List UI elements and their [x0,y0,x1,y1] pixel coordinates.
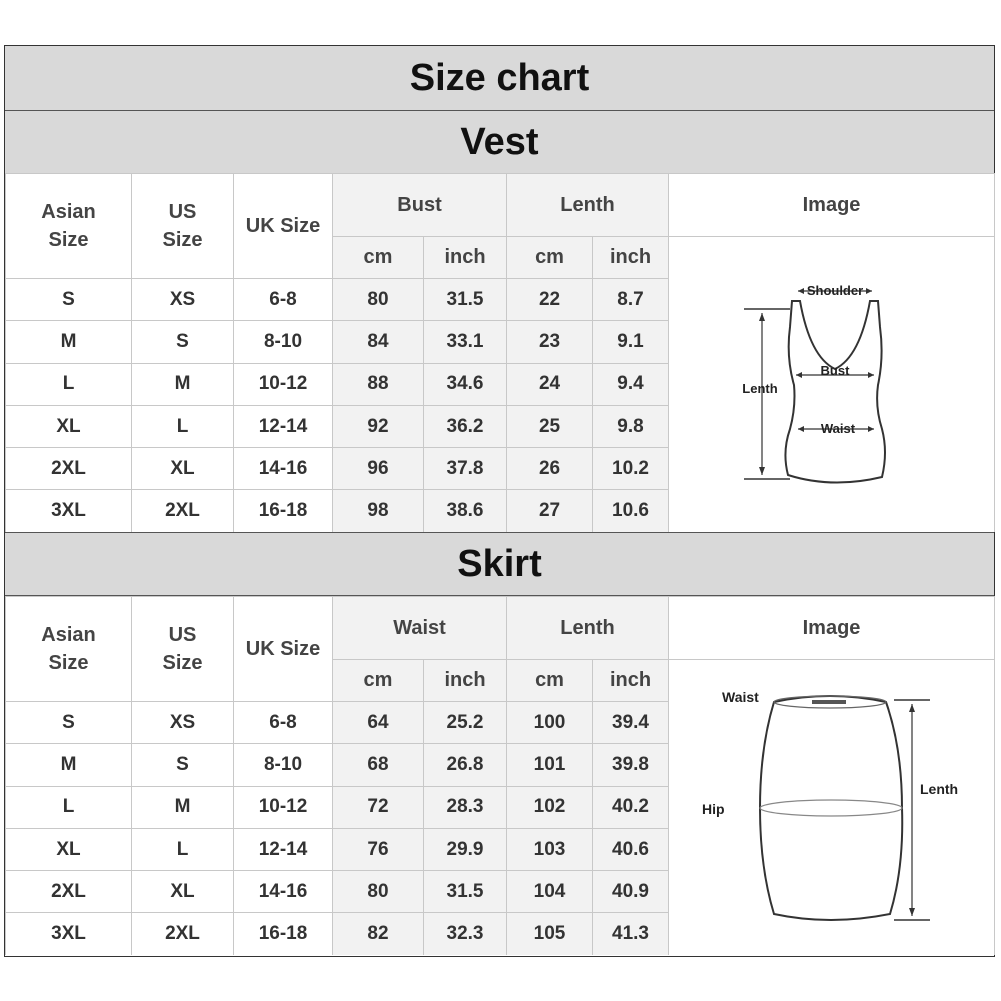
bust-inch-cell: 37.8 [424,448,507,490]
asian-size-cell: S [6,702,132,744]
asian-size-cell: M [6,321,132,363]
skirt-diagram-icon [702,688,962,928]
length-inch-cell: 39.8 [593,744,669,786]
bust-cm-cell: 84 [333,321,424,363]
length-cm-cell: 102 [507,786,593,828]
length-inch-cell: 39.4 [593,702,669,744]
uk-size-cell: 10-12 [234,363,333,405]
waist-inch-cell: 28.3 [424,786,507,828]
waist-inch-cell: 25.2 [424,702,507,744]
length-header: Lenth [507,174,669,237]
length-cm-cell: 104 [507,871,593,913]
asian-size-cell: 2XL [6,448,132,490]
length-cm-cell: 24 [507,363,593,405]
waist-cm-cell: 80 [333,871,424,913]
length-inch-header: inch [593,237,669,279]
us-size-cell: XS [132,279,234,321]
vest-waist-label: Waist [820,421,855,437]
us-size-cell: XL [132,871,234,913]
bust-inch-cell: 36.2 [424,405,507,447]
asian-size-cell: S [6,279,132,321]
asian-size-cell: 2XL [6,871,132,913]
bust-cm-cell: 96 [333,448,424,490]
asian-size-cell: XL [6,828,132,870]
length-inch-cell: 10.2 [593,448,669,490]
length-inch-cell: 40.6 [593,828,669,870]
us-size-header: US Size [132,174,234,279]
us-size-header: US Size [132,597,234,702]
skirt-hip-label: Hip [701,800,725,817]
bust-inch-cell: 34.6 [424,363,507,405]
uk-size-header: UK Size [234,597,333,702]
skirt-table [5,596,995,955]
us-size-cell: S [132,744,234,786]
length-cm-cell: 22 [507,279,593,321]
length-cm-cell: 103 [507,828,593,870]
us-size-cell: 2XL [132,913,234,955]
waist-inch-cell: 26.8 [424,744,507,786]
skirt-header-row [6,597,995,660]
image-header: Image [669,174,995,237]
waist-cm-header: cm [333,660,424,702]
asian-size-cell: L [6,786,132,828]
vest-title: Vest [5,110,994,174]
image-header: Image [669,597,995,660]
length-inch-header: inch [593,660,669,702]
uk-size-cell: 8-10 [234,321,333,363]
bust-cm-cell: 92 [333,405,424,447]
skirt-image-cell [669,660,995,956]
us-size-cell: XL [132,448,234,490]
asian-size-header: Asian Size [6,597,132,702]
waist-cm-cell: 72 [333,786,424,828]
uk-size-cell: 12-14 [234,828,333,870]
asian-size-header: Asian Size [6,174,132,279]
bust-inch-header: inch [424,237,507,279]
chart-title: Size chart [5,46,994,111]
asian-size-cell: 3XL [6,490,132,532]
us-size-cell: M [132,363,234,405]
skirt-waist-label: Waist [721,688,759,705]
bust-cm-cell: 98 [333,490,424,532]
vest-shoulder-label: Shoulder [806,283,863,299]
bust-cm-header: cm [333,237,424,279]
waist-cm-cell: 76 [333,828,424,870]
vest-table [5,173,995,532]
length-cm-header: cm [507,660,593,702]
asian-size-cell: XL [6,405,132,447]
waist-inch-cell: 31.5 [424,871,507,913]
uk-size-cell: 12-14 [234,405,333,447]
length-inch-cell: 9.4 [593,363,669,405]
skirt-title: Skirt [5,532,994,596]
uk-size-cell: 16-18 [234,490,333,532]
uk-size-cell: 10-12 [234,786,333,828]
length-cm-cell: 25 [507,405,593,447]
bust-header: Bust [333,174,507,237]
us-size-cell: L [132,405,234,447]
length-cm-cell: 23 [507,321,593,363]
uk-size-cell: 6-8 [234,702,333,744]
uk-size-cell: 6-8 [234,279,333,321]
bust-inch-cell: 31.5 [424,279,507,321]
vest-length-label: Lenth [741,381,778,397]
vest-header-row [6,174,995,237]
length-inch-cell: 9.1 [593,321,669,363]
waist-inch-cell: 29.9 [424,828,507,870]
uk-size-cell: 14-16 [234,871,333,913]
vest-diagram-icon [732,277,932,492]
length-cm-cell: 105 [507,913,593,955]
asian-size-cell: M [6,744,132,786]
length-cm-cell: 26 [507,448,593,490]
waist-cm-cell: 64 [333,702,424,744]
skirt-table-body [6,597,995,956]
waist-header: Waist [333,597,507,660]
uk-size-header: UK Size [234,174,333,279]
bust-cm-cell: 80 [333,279,424,321]
length-inch-cell: 41.3 [593,913,669,955]
asian-size-cell: 3XL [6,913,132,955]
us-size-cell: S [132,321,234,363]
bust-inch-cell: 38.6 [424,490,507,532]
skirt-length-label: Lenth [919,780,958,797]
length-cm-header: cm [507,237,593,279]
us-size-cell: M [132,786,234,828]
uk-size-cell: 14-16 [234,448,333,490]
us-size-cell: XS [132,702,234,744]
bust-cm-cell: 88 [333,363,424,405]
waist-cm-cell: 68 [333,744,424,786]
length-inch-cell: 40.9 [593,871,669,913]
uk-size-cell: 16-18 [234,913,333,955]
waist-inch-header: inch [424,660,507,702]
length-inch-cell: 10.6 [593,490,669,532]
length-cm-cell: 100 [507,702,593,744]
vest-image-cell [669,237,995,533]
size-chart [4,45,995,957]
waist-cm-cell: 82 [333,913,424,955]
length-header: Lenth [507,597,669,660]
asian-size-cell: L [6,363,132,405]
us-size-cell: L [132,828,234,870]
length-cm-cell: 27 [507,490,593,532]
bust-inch-cell: 33.1 [424,321,507,363]
length-inch-cell: 8.7 [593,279,669,321]
uk-size-cell: 8-10 [234,744,333,786]
waist-inch-cell: 32.3 [424,913,507,955]
us-size-cell: 2XL [132,490,234,532]
vest-table-body [6,174,995,533]
length-cm-cell: 101 [507,744,593,786]
length-inch-cell: 9.8 [593,405,669,447]
vest-bust-label: Bust [820,363,849,379]
length-inch-cell: 40.2 [593,786,669,828]
